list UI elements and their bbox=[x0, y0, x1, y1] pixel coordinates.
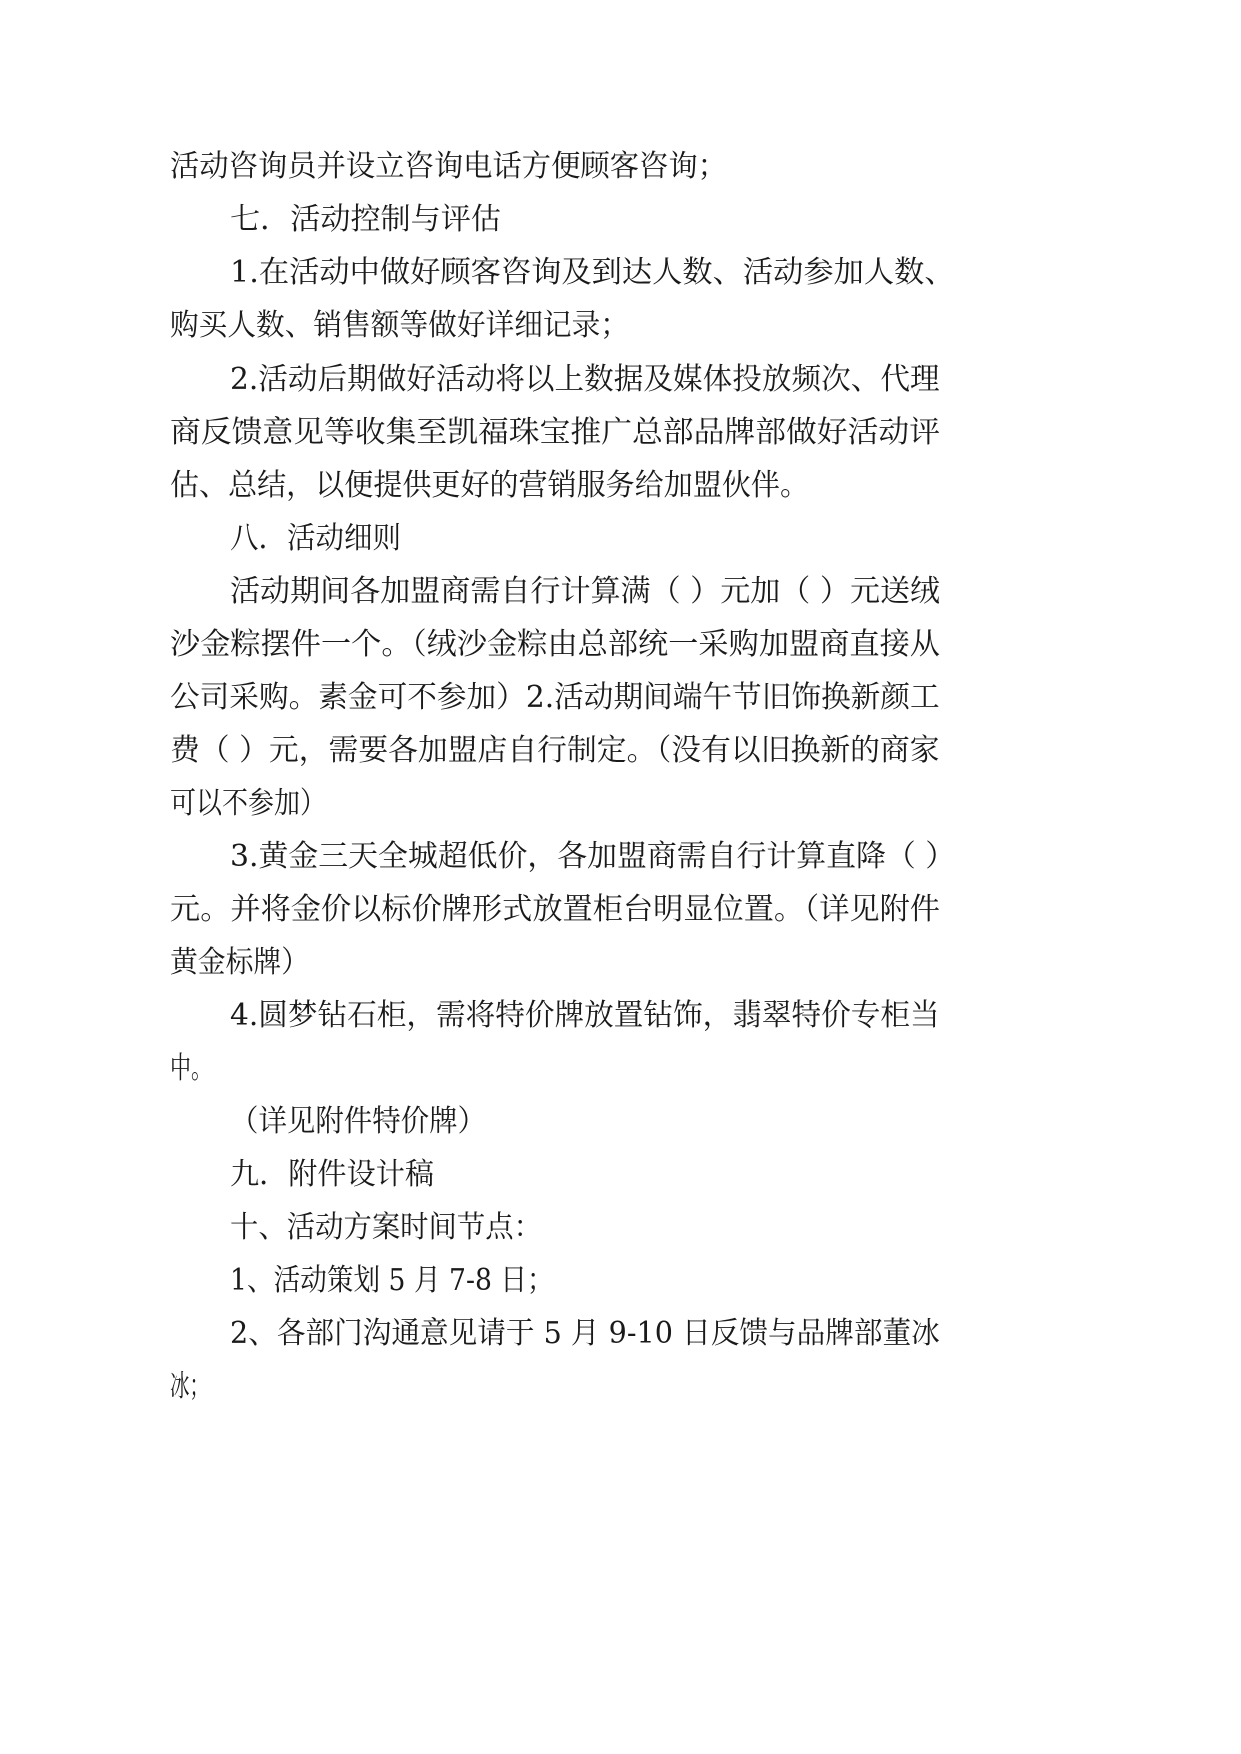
text-line: 1、活动策划 5 月 7-8 日； bbox=[230, 1263, 554, 1298]
text-line: 公司采购。素金可不参加）2.活动期间端午节旧饰换新颜工 bbox=[170, 680, 940, 715]
text-line: 2.活动后期做好活动将以上数据及媒体投放频次、代理 bbox=[230, 362, 940, 397]
text-line: 活动咨询员并设立咨询电话方便顾客咨询； bbox=[170, 149, 727, 184]
text-line: 中。 bbox=[170, 1051, 212, 1086]
text-line: 黄金标牌） bbox=[170, 945, 309, 980]
text-line: 3.黄金三天全城超低价，各加盟商需自行计算直降（ ） bbox=[230, 839, 956, 874]
text-line: 1.在活动中做好顾客咨询及到达人数、活动参加人数、 bbox=[230, 255, 955, 290]
text-line: 4.圆梦钻石柜，需将特价牌放置钻饰，翡翠特价专柜当 bbox=[230, 998, 940, 1033]
text-line: 费（ ）元，需要各加盟店自行制定。（没有以旧换新的商家 bbox=[170, 733, 940, 768]
text-line: 2、各部门沟通意见请于 5 月 9-10 日反馈与品牌部董冰 bbox=[230, 1316, 940, 1351]
section-heading: 九．附件设计稿 bbox=[230, 1157, 434, 1192]
text-line: 可以不参加） bbox=[170, 786, 326, 821]
text-line: 购买人数、销售额等做好详细记录； bbox=[170, 308, 629, 343]
text-line: 商反馈意见等收集至凯福珠宝推广总部品牌部做好活动评 bbox=[170, 415, 940, 450]
text-line: 冰； bbox=[170, 1369, 209, 1404]
text-line: （详见附件特价牌） bbox=[230, 1104, 486, 1139]
text-line: 元。并将金价以标价牌形式放置柜台明显位置。（详见附件 bbox=[170, 892, 941, 927]
text-line: 沙金粽摆件一个。（绒沙金粽由总部统一采购加盟商直接从 bbox=[170, 627, 941, 662]
section-heading: 七．活动控制与评估 bbox=[230, 202, 501, 237]
section-heading: 十、活动方案时间节点： bbox=[230, 1210, 542, 1245]
text-line: 活动期间各加盟商需自行计算满（ ）元加（ ）元送绒 bbox=[230, 574, 941, 609]
section-heading: 八．活动细则 bbox=[230, 521, 401, 556]
text-line: 估、总结，以便提供更好的营销服务给加盟伙伴。 bbox=[170, 468, 809, 503]
